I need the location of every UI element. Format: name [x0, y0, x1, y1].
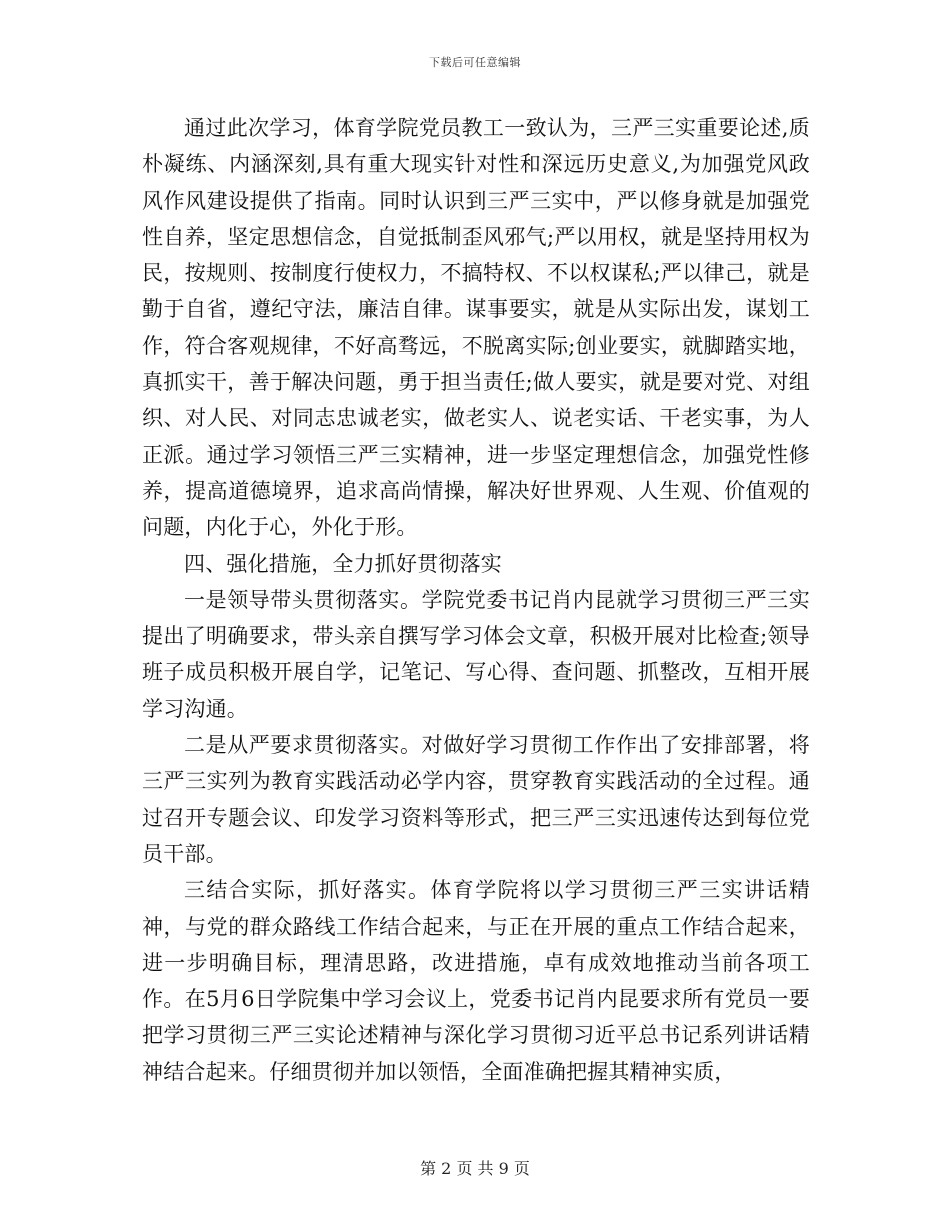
page-number: 第 2 页 共 9 页: [420, 1159, 530, 1178]
paragraph-strict-requirements: 二是从严要求贯彻落实。对做好学习贯彻工作作出了安排部署，将三严三实列为教育实践活动必学内容，贯穿教育实践活动的全过程。通过召开专题会议、印发学习资料等形式，把三严三实迅速传达到每位党员干部。: [142, 733, 810, 866]
paragraph-leadership: 一是领导带头贯彻落实。学院党委书记肖内昆就学习贯彻三严三实提出了明确要求，带头亲自撰写学习体会文章，积极开展对比检查;领导班子成员积极开展自学，记笔记、写心得、查问题、抓整改，互相开展学习沟通。: [142, 587, 810, 721]
paragraph-study-conclusion: 通过此次学习，体育学院党员教工一致认为，三严三实重要论述,质朴凝练、内涵深刻,具有重大现实针对性和深远历史意义,为加强党风政风作风建设提供了指南。同时认识到三严三实中，严以修身就是加强党性自养，坚定思想信念，自觉抵制歪风邪气;严以用权，就是坚持用权为民，按规则、按制度行使权力，不搞特权、不以权谋私;严以律己，就是勤于自省，遵纪守法，廉洁自律。谋事要实，就是从实际出发，谋划工作，符合客观规律，不好高骛远，不脱离实际;创业要实，就脚踏实地，真抓实干，善于解决问题，勇于担当责任;做人要实，就是要对党、对组织、对人民、对同志忠诚老实，做老实人、说老实话、干老实事，为人正派。通过学习领悟三严三实精神，进一步坚定理想信念，加强党性修养，提高道德境界，追求高尚情操，解决好世界观、人生观、价值观的问题，内化于心，外化于形。: [142, 116, 810, 540]
document-body: [142, 110, 810, 1090]
paragraph-practical-implementation: 三结合实际，抓好落实。体育学院将以学习贯彻三严三实讲话精神，与党的群众路线工作结合起来，与正在开展的重点工作结合起来，进一步明确目标，理清思路，改进措施，卓有成效地推动当前各项工作。在5月6日学院集中学习会议上，党委书记肖内昆要求所有党员一要把学习贯彻三严三实论述精神与深化学习贯彻习近平总书记系列讲话精神结合起来。仔细贯彻并加以领悟，全面准确把握其精神实质，: [142, 878, 810, 1084]
page-header: 下载后可任意编辑: [429, 56, 521, 69]
section-heading-measures: 四、强化措施，全力抓好贯彻落实: [184, 551, 502, 576]
